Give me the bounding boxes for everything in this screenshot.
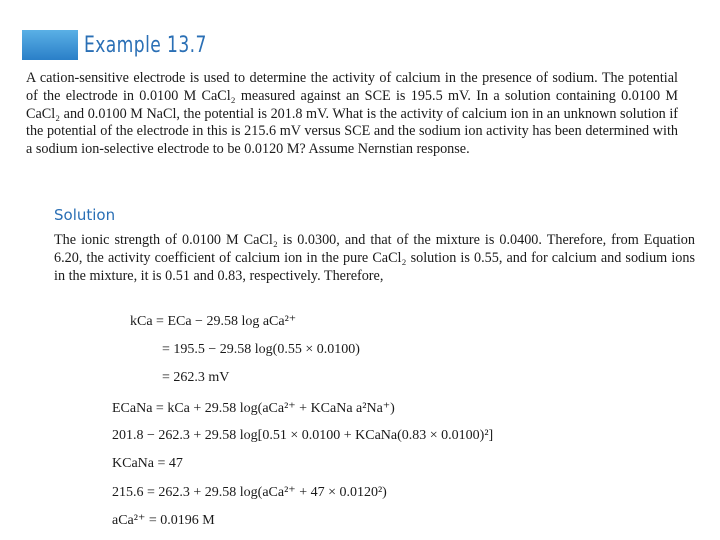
solution-heading: Solution xyxy=(54,206,116,224)
example-title: Example 13.7 xyxy=(84,33,207,58)
problem-statement: A cation-sensitive electrode is used to determine the activity of calcium in the presence of sodium. The potential of the electrode in 0.0100 M CaCl₂ measured against an SCE is 195.5 mV. In a solution containing 0.0100 M CaCl₂ and 0.0100 M NaCl, the potential is 201.8 mV. What is the activity of calcium ion in an unknown solution if the potential of the electrode in this is 215.6 mV versus SCE and the sodium ion activity has been determined with a sodium ion-selective electrode to be 0.0120 M? Assume Nernstian response. xyxy=(26,70,678,158)
example-header-bar xyxy=(22,30,78,60)
equation-5: 201.8 − 262.3 + 29.58 log[0.51 × 0.0100 + KCaNa(0.83 × 0.0100)²] xyxy=(112,428,494,443)
equation-7: 215.6 = 262.3 + 29.58 log(aCa²⁺ + 47 × 0.0120²) xyxy=(112,485,387,500)
equation-8: aCa²⁺ = 0.0196 M xyxy=(112,513,215,528)
equation-1: kCa = ECa − 29.58 log aCa²⁺ xyxy=(130,314,297,329)
equation-6: KCaNa = 47 xyxy=(112,456,183,471)
solution-text: The ionic strength of 0.0100 M CaCl₂ is 0.0300, and that of the mixture is 0.0400. Therefore, from Equation 6.20, the activity coefficient of calcium ion in the pure CaCl₂ solution is 0.55, and for calcium and sodium ions in the mixture, it is 0.51 and 0.83, respectively. Therefore, xyxy=(54,232,695,284)
equation-4: ECaNa = kCa + 29.58 log(aCa²⁺ + KCaNa a²Na⁺) xyxy=(112,401,395,416)
equation-3: = 262.3 mV xyxy=(162,370,230,385)
equation-2: = 195.5 − 29.58 log(0.55 × 0.0100) xyxy=(162,342,360,357)
